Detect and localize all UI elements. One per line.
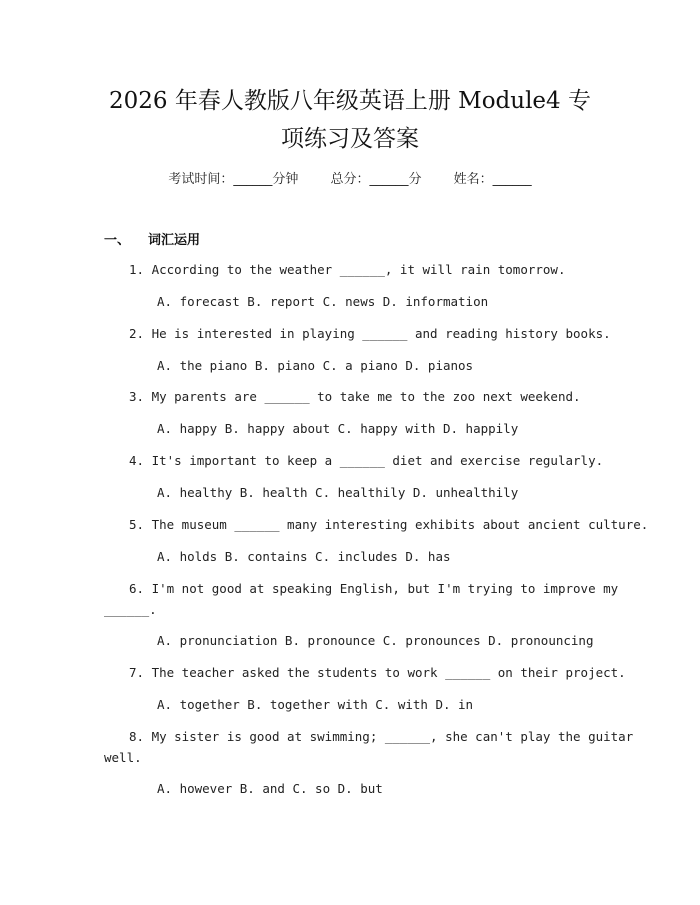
title-line-1: 2026 年春人教版八年级英语上册 Module4 专 — [108, 88, 591, 114]
question-1-options: A. forecast B. report C. news D. information — [157, 294, 489, 309]
question-1: 1. According to the weather ______, it will rain tomorrow. — [129, 262, 566, 277]
question-3-options: A. happy B. happy about C. happy with D. happily — [157, 421, 519, 436]
question-3: 3. My parents are ______ to take me to the zoo next weekend. — [129, 389, 581, 404]
section-heading — [104, 229, 200, 248]
question-8-options: A. however B. and C. so D. but — [157, 781, 383, 796]
question-4-options: A. healthy B. health C. healthily D. unhealthily — [157, 485, 519, 500]
question-7-options: A. together B. together with C. with D. in — [157, 697, 474, 712]
question-5: 5. The museum ______ many interesting exhibits about ancient culture. — [129, 517, 649, 532]
question-8-line-2: well. — [104, 750, 142, 765]
exam-meta — [0, 168, 700, 187]
question-8-line-1: 8. My sister is good at swimming; ______, she can't play the guitar — [129, 729, 634, 744]
question-6-line-1: 6. I'm not good at speaking English, but I'm trying to improve my — [129, 581, 619, 596]
section-label: 词汇运用 — [148, 233, 201, 248]
exam-name: 姓名：______ — [453, 172, 532, 187]
question-5-options: A. holds B. contains C. includes D. has — [157, 549, 451, 564]
question-6-line-2: ______. — [104, 602, 157, 617]
section-number: 一、 — [104, 233, 131, 248]
question-2: 2. He is interested in playing ______ and reading history books. — [129, 326, 611, 341]
question-6-options: A. pronunciation B. pronounce C. pronounces D. pronouncing — [157, 633, 594, 648]
question-2-options: A. the piano B. piano C. a piano D. pianos — [157, 358, 474, 373]
exam-time: 考试时间：______分钟 — [168, 172, 299, 187]
question-4: 4. It's important to keep a ______ diet and exercise regularly. — [129, 453, 604, 468]
page-title — [80, 82, 620, 158]
title-line-2: 项练习及答案 — [281, 126, 419, 152]
question-7: 7. The teacher asked the students to work ______ on their project. — [129, 665, 626, 680]
exam-score: 总分：______分 — [330, 172, 422, 187]
